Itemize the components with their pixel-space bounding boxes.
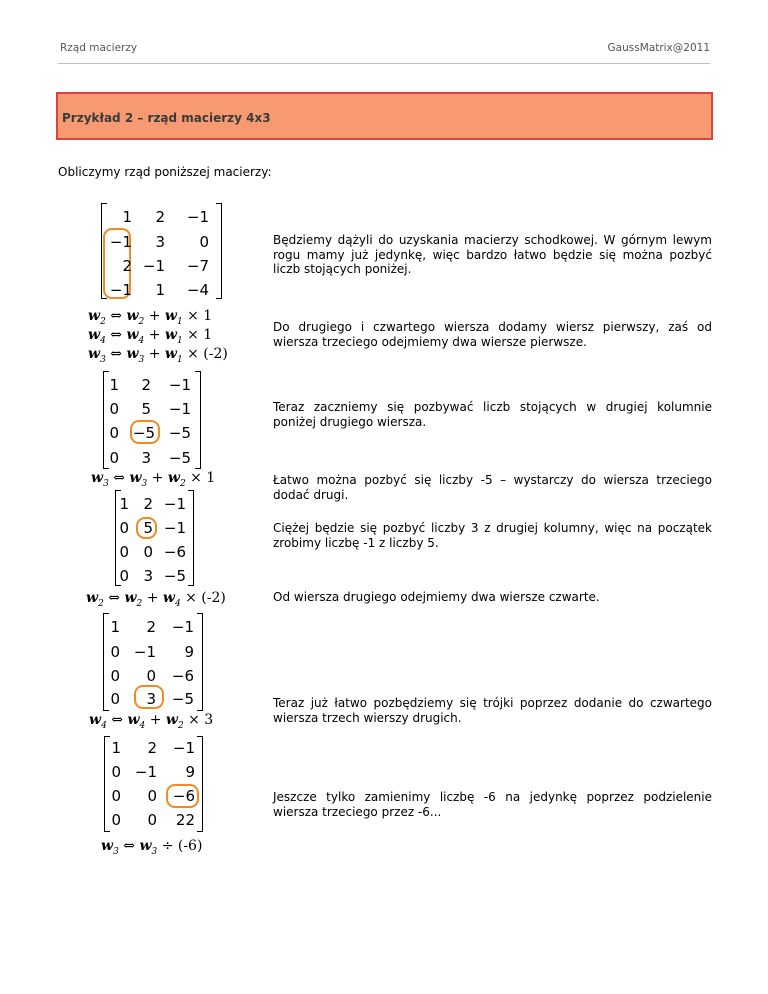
matrix-cell: 0	[119, 567, 129, 585]
matrix-cell: −6	[172, 787, 195, 805]
matrix-cell: 22	[175, 811, 195, 829]
matrix-cell: 0	[199, 233, 209, 251]
matrix-cell: −1	[163, 495, 186, 513]
matrix-1	[101, 203, 222, 299]
operation-3: $w_3$ ⇔ $w_3 + w_1 \times (-2)$	[88, 346, 228, 365]
matrix-cell: −7	[186, 257, 209, 275]
matrix-cell: 1	[109, 376, 119, 394]
matrix-cell: −1	[168, 400, 191, 418]
matrix-cell: −1	[109, 281, 132, 299]
matrix-cell: 0	[109, 424, 119, 442]
matrix-cell: 2	[146, 618, 156, 636]
matrix-cell: −1	[168, 376, 191, 394]
matrix-cell: −1	[171, 618, 194, 636]
matrix-cell: 0	[143, 543, 153, 561]
matrix-cell: −5	[168, 449, 191, 467]
matrix-cell: −1	[142, 257, 165, 275]
matrix-cell: 0	[109, 400, 119, 418]
description-3: Teraz zaczniemy się pozbywać liczb stojących w drugiej kolumnie poniżej drugiego wiersza.	[273, 400, 712, 429]
header-left: Rząd macierzy	[60, 42, 138, 54]
operation-4: $w_3$ ⇔ $w_3 + w_2 \times 1$	[91, 470, 216, 489]
matrix-cell: −1	[109, 233, 132, 251]
matrix-cell: −5	[168, 424, 191, 442]
matrix-cell: 3	[155, 233, 165, 251]
matrix-cell: 5	[143, 519, 153, 537]
matrix-cell: 0	[110, 667, 120, 685]
matrix-cell: 2	[143, 495, 153, 513]
example-title: Przykład 2 – rząd macierzy 4x3	[62, 111, 271, 125]
operation-6: $w_4$ ⇔ $w_4 + w_2 \times 3$	[89, 712, 214, 731]
description-2: Do drugiego i czwartego wiersza dodamy wiersz pierwszy, zaś od wiersza trzeciego odejmiemy dwa wiersze pierwsze.	[273, 320, 712, 349]
matrix-cell: 3	[146, 690, 156, 708]
matrix-cell: 1	[111, 739, 121, 757]
matrix-cell: 2	[147, 739, 157, 757]
matrix-4	[103, 613, 203, 711]
matrix-cell: 2	[122, 257, 132, 275]
matrix-cell: −5	[171, 690, 194, 708]
header-right: GaussMatrix@2011	[607, 42, 710, 54]
matrix-cell: 1	[110, 618, 120, 636]
description-4: Łatwo można pozbyć się liczby -5 – wystarczy do wiersza trzeciego dodać drugi.	[273, 473, 712, 502]
header-divider	[58, 63, 710, 64]
matrix-cell: 3	[141, 449, 151, 467]
operation-5: $w_2$ ⇔ $w_2 + w_4 \times (-2)$	[86, 590, 226, 609]
matrix-cell: 1	[155, 281, 165, 299]
matrix-cell: 1	[119, 495, 129, 513]
description-8: Jeszcze tylko zamienimy liczbę -6 na jedynkę poprzez podzielenie wiersza trzeciego przez -6...	[273, 790, 712, 819]
matrix-cell: 0	[147, 787, 157, 805]
description-1: Będziemy dążyli do uzyskania macierzy schodkowej. W górnym lewym rogu mamy już jedynkę, więc bardzo łatwo będzie się można pozbyć liczb stojących poniżej.	[273, 233, 712, 276]
matrix-cell: 3	[143, 567, 153, 585]
matrix-cell: −1	[134, 763, 157, 781]
intro-text: Obliczymy rząd poniższej macierzy:	[58, 165, 272, 179]
description-6: Od wiersza drugiego odejmiemy dwa wiersze czwarte.	[273, 590, 600, 604]
description-7: Teraz już łatwo pozbędziemy się trójki poprzez dodanie do czwartego wiersza trzech wierszy drugich.	[273, 696, 712, 725]
matrix-cell: 1	[122, 208, 132, 226]
matrix-cell: 0	[111, 811, 121, 829]
matrix-cell: 9	[185, 763, 195, 781]
description-5: Ciężej będzie się pozbyć liczby 3 z drugiej kolumny, więc na początek zrobimy liczbę -1 z liczby 5.	[273, 521, 712, 550]
matrix-cell: 0	[111, 787, 121, 805]
matrix-cell: −1	[163, 519, 186, 537]
matrix-cell: −1	[172, 739, 195, 757]
matrix-cell: 0	[109, 449, 119, 467]
matrix-cell: 5	[141, 400, 151, 418]
matrix-cell: −5	[163, 567, 186, 585]
matrix-cell: 2	[155, 208, 165, 226]
matrix-cell: −5	[132, 424, 155, 442]
matrix-3	[115, 490, 194, 586]
matrix-cell: 0	[147, 811, 157, 829]
matrix-cell: 0	[146, 667, 156, 685]
operation-2: $w_4$ ⇔ $w_4 + w_1 \times 1$	[88, 327, 213, 346]
matrix-cell: 0	[110, 690, 120, 708]
matrix-cell: −1	[133, 643, 156, 661]
matrix-cell: 0	[119, 543, 129, 561]
matrix-cell: −1	[186, 208, 209, 226]
matrix-cell: 2	[141, 376, 151, 394]
matrix-cell: 9	[184, 643, 194, 661]
matrix-cell: −6	[171, 667, 194, 685]
matrix-cell: 0	[111, 763, 121, 781]
operation-1: $w_2$ ⇔ $w_2 + w_1 \times 1$	[88, 308, 213, 327]
matrix-5	[104, 736, 203, 832]
matrix-cell: 0	[119, 519, 129, 537]
matrix-2	[103, 371, 201, 469]
operation-7: $w_3$ ⇔ $w_3 \div (-6)$	[101, 838, 203, 857]
matrix-cell: −6	[163, 543, 186, 561]
matrix-cell: −4	[186, 281, 209, 299]
matrix-cell: 0	[110, 643, 120, 661]
